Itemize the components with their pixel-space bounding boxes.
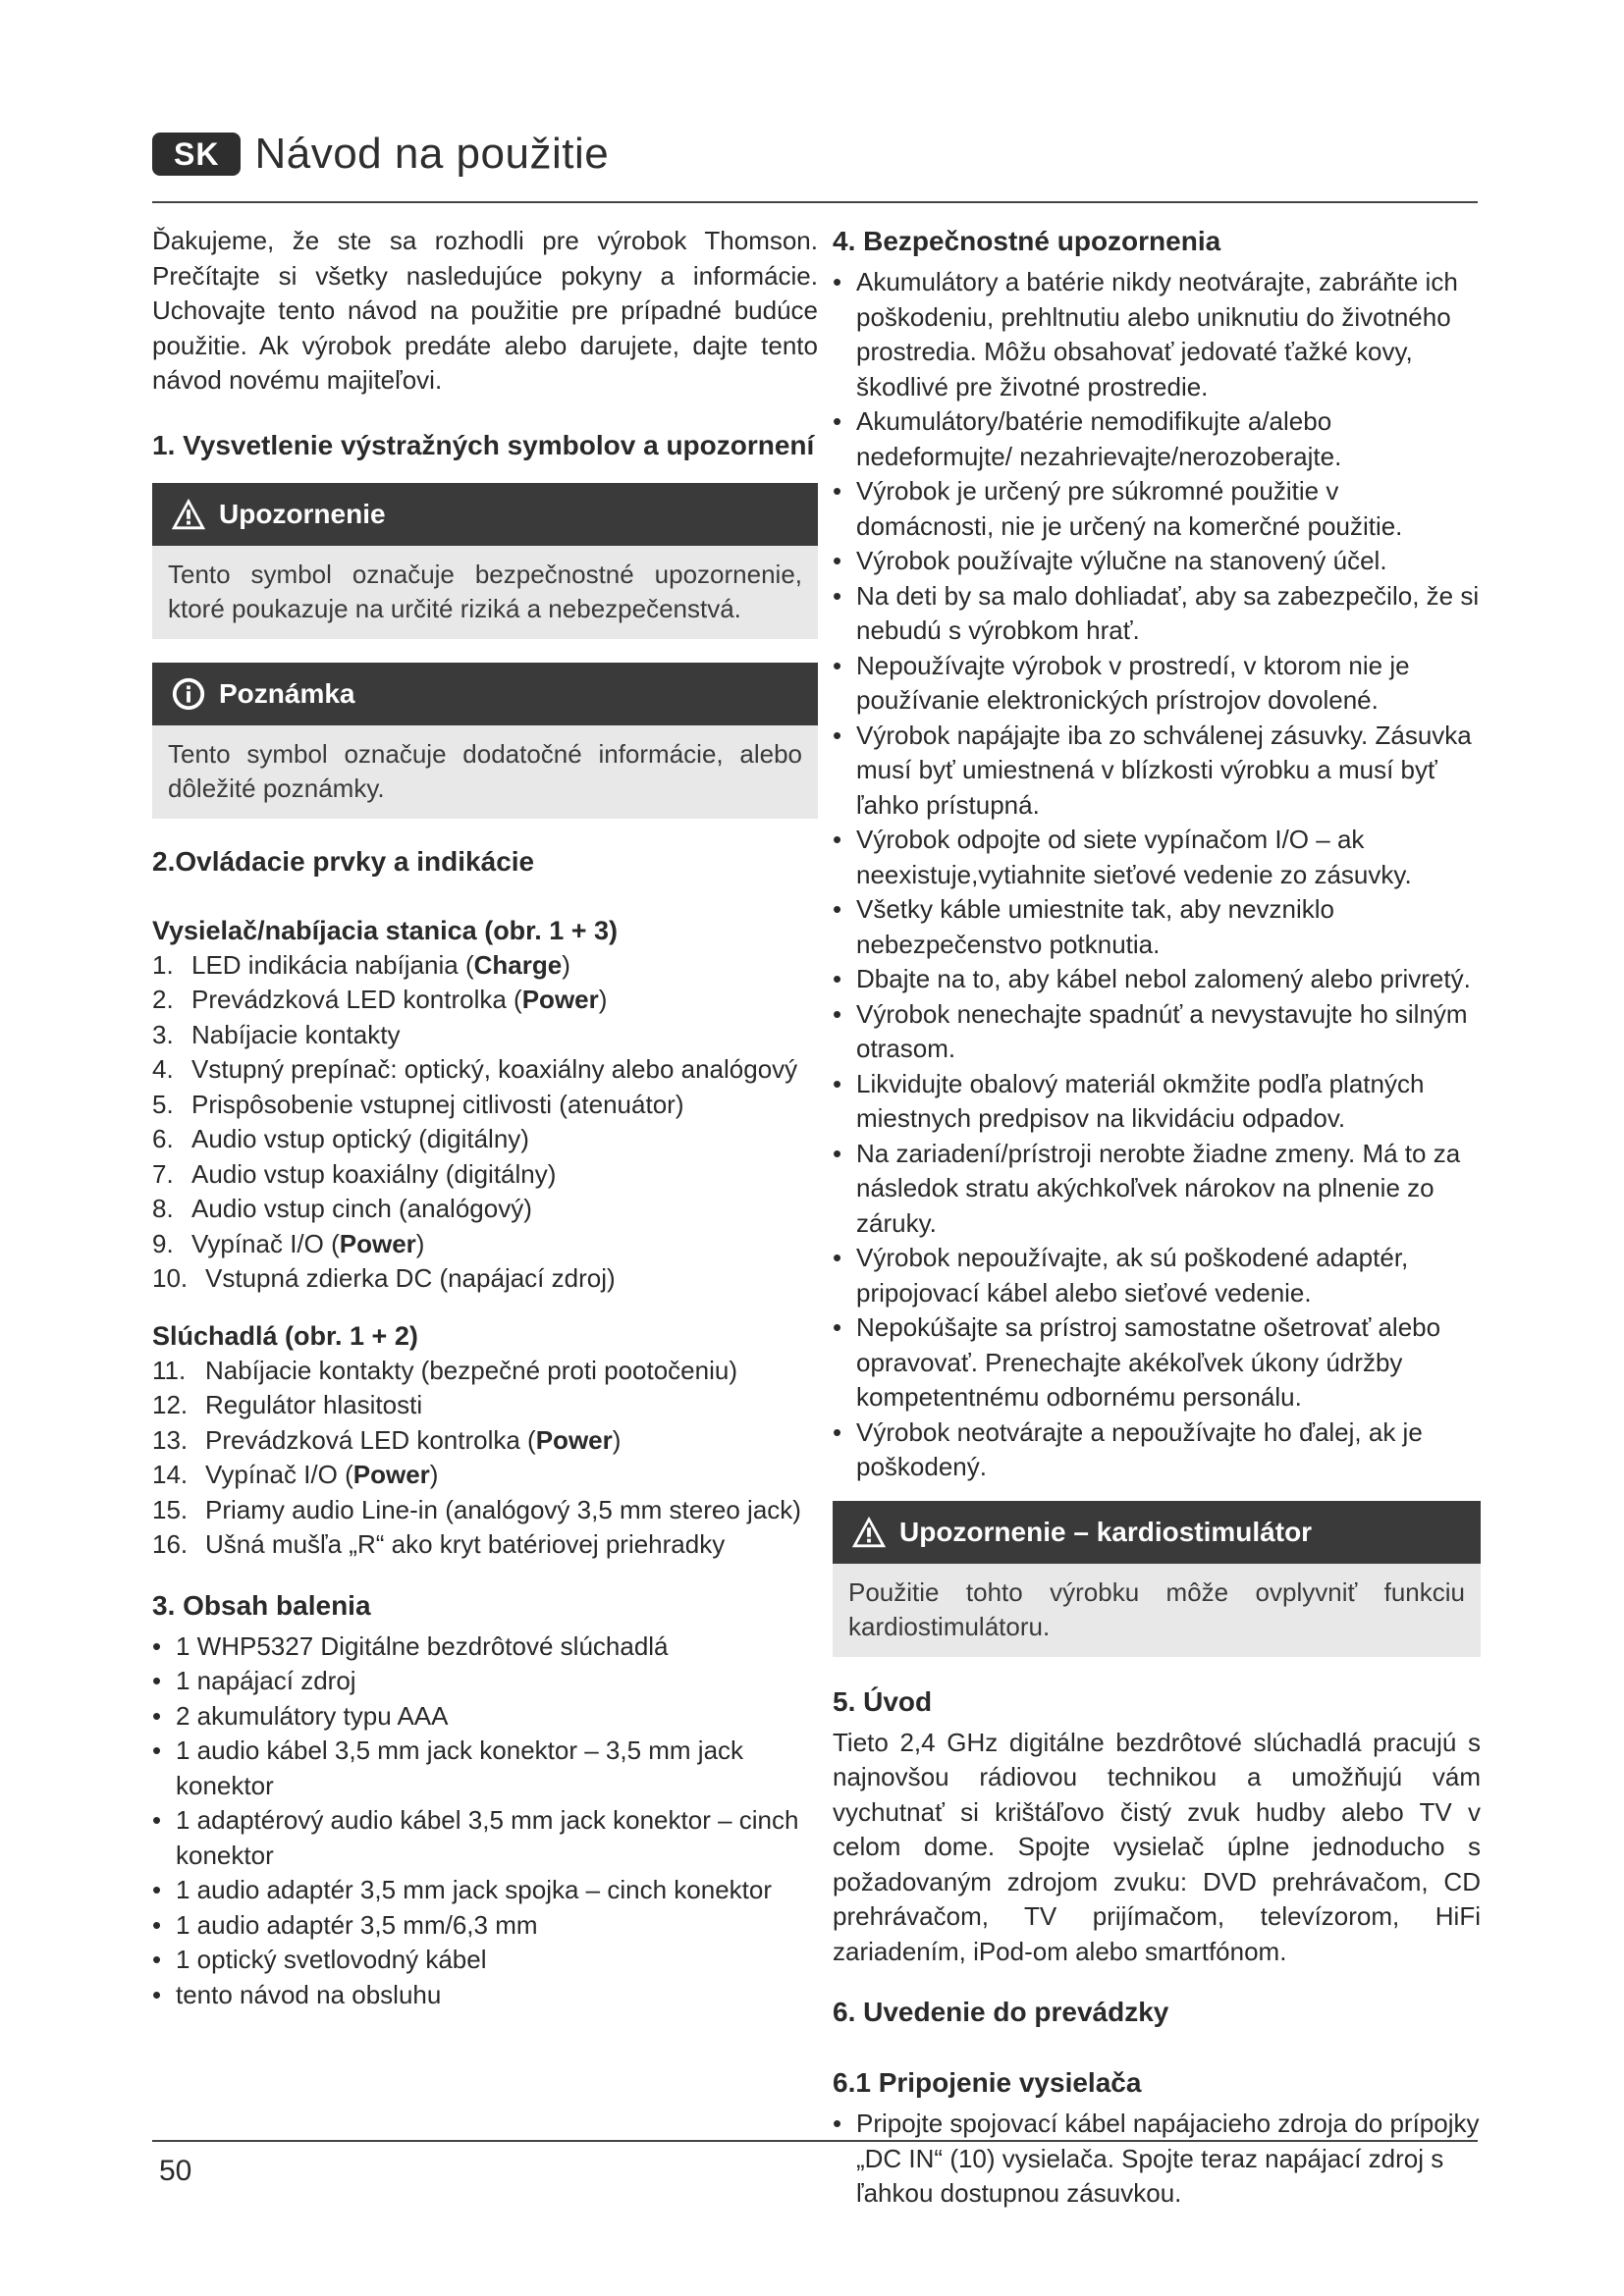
connection-steps-list <box>833 2107 1481 2212</box>
page-header <box>152 130 609 179</box>
list-item: • tento návod na obsluhu <box>152 1979 442 2009</box>
list-item: 16. Ušná mušľa „R“ ako kryt batériovej priehradky <box>152 1529 726 1559</box>
note-callout <box>152 663 818 819</box>
section-2-title: 2.Ovládacie prvky a indikácie <box>152 845 535 877</box>
list-item: 1. LED indikácia nabíjania (Charge) <box>152 949 570 980</box>
list-item: • Likvidujte obalový materiál okmžite podľa platných miestnych predpisov na likvidáciu odpadov. <box>833 1068 1425 1133</box>
list-item: • Výrobok napájajte iba zo schválenej zásuvky. Zásuvka musí byť umiestnená v blízkosti výrobku a musí byť ľahko prístupná. <box>833 720 1472 820</box>
warning-callout-header <box>152 483 818 546</box>
list-item: 2. Prevádzková LED kontrolka (Power) <box>152 985 608 1014</box>
pacemaker-label: Upozornenie – kardiostimulátor <box>899 1516 1313 1547</box>
intro-section-paragraph: Tieto 2,4 GHz digitálne bezdrôtové slúchadlá pracujú s najnovšou rádiovou technikou a umožňujú vám vychutnať si krištáľovo čistý zvuk hudby alebo TV v celom dome. Spojte vysielač úplne jednoducho s požadovaným zdrojom zvuku: DVD prehrávačom, CD prehrávačom, TV prijímačom, televízorom, HiFi zariadením, iPod-om alebo smartfónom. <box>833 1727 1481 1966</box>
section-5-title: 5. Úvod <box>833 1685 933 1717</box>
list-item: • 1 audio adaptér 3,5 mm jack spojka – cinch konektor <box>152 1875 773 1904</box>
list-item: 15. Priamy audio Line-in (analógový 3,5 mm stereo jack) <box>152 1494 801 1524</box>
station-parts-list <box>152 948 818 1297</box>
list-item: • Výrobok nenechajte spadnúť a nevystavujte ho silným otrasom. <box>833 998 1468 1063</box>
list-item: • 1 napájací zdroj <box>152 1666 356 1695</box>
list-item: • 1 optický svetlovodný kábel <box>152 1945 487 1974</box>
right-column <box>833 224 1481 2212</box>
list-item: • 1 adaptérový audio kábel 3,5 mm jack konektor – cinch konektor <box>152 1805 799 1870</box>
list-item: • Dbajte na to, aby kábel nebol zalomený alebo privretý. <box>833 964 1471 993</box>
list-item: 9. Vypínač I/O (Power) <box>152 1228 425 1258</box>
section-6-title: 6. Uvedenie do prevádzky <box>833 1997 1169 2027</box>
headphone-parts-list <box>152 1354 818 1563</box>
language-badge: SK <box>152 133 241 176</box>
list-item: • 1 WHP5327 Digitálne bezdrôtové slúchadlá <box>152 1630 669 1661</box>
list-item: • Výrobok je určený pre súkromné použitie v domácnosti, nie je určený na komerčné použitie. <box>833 476 1403 541</box>
list-item: 5. Prispôsobenie vstupnej citlivosti (atenuátor) <box>152 1089 684 1119</box>
list-item: 10. Vstupná zdierka DC (napájací zdroj) <box>152 1263 616 1293</box>
headphones-subtitle: Slúchadlá (obr. 1 + 2) <box>152 1320 418 1351</box>
list-item: 12. Regulátor hlasitosti <box>152 1390 423 1419</box>
list-item: • Výrobok odpojte od siete vypínačom I/O – ak neexistuje,vytiahnite sieťové vedenie zo zásuvky. <box>833 825 1412 889</box>
list-item: 6. Audio vstup optický (digitálny) <box>152 1124 529 1153</box>
section-4-title: 4. Bezpečnostné upozornenia <box>833 226 1221 256</box>
warning-text: Tento symbol označuje bezpečnostné upozornenie, ktoré poukazuje na určité riziká a nebezpečenstvá. <box>152 546 818 639</box>
warning-label: Upozornenie <box>219 498 386 529</box>
list-item: • Výrobok nepoužívajte, ak sú poškodené adaptér, pripojovací kábel alebo sieťové vedenie. <box>833 1243 1409 1308</box>
list-item: • Nepoužívajte výrobok v prostredí, v ktorom nie je používanie elektronických prístrojov dovolené. <box>833 650 1410 715</box>
list-item: • Výrobok neotvárajte a nepoužívajte ho ďalej, ak je poškodený. <box>833 1416 1423 1481</box>
list-item: • Akumulátory/batérie nemodifikujte a/alebo nedeformujte/ nezahrievajte/nerozoberajte. <box>833 406 1342 471</box>
page-number: 50 <box>159 2155 192 2187</box>
list-item: • Na zariadení/prístroji nerobte žiadne zmeny. Má to za následok stratu akýchkoľvek nárokov na plnenie zo záruky. <box>833 1138 1461 1238</box>
list-item: • 1 audio adaptér 3,5 mm/6,3 mm <box>152 1909 538 1940</box>
pacemaker-text: Použitie tohto výrobku môže ovplyvniť funkciu kardiostimulátoru. <box>833 1564 1481 1657</box>
section-3-title: 3. Obsah balenia <box>152 1589 371 1621</box>
header-divider <box>152 201 1478 203</box>
left-column <box>152 224 818 2012</box>
info-icon <box>170 675 207 713</box>
list-item: • 2 akumulátory typu AAA <box>152 1700 449 1731</box>
warning-triangle-icon <box>850 1514 888 1551</box>
section-1-title: 1. Vysvetlenie výstražných symbolov a upozornení <box>152 429 815 460</box>
list-item: 8. Audio vstup cinch (analógový) <box>152 1194 532 1223</box>
list-item: 4. Vstupný prepínač: optický, koaxiálny alebo analógový <box>152 1054 798 1084</box>
note-callout-header <box>152 663 818 725</box>
list-item: 7. Audio vstup koaxiálny (digitálny) <box>152 1158 557 1189</box>
package-contents-list <box>152 1629 818 2013</box>
pacemaker-callout <box>833 1501 1481 1657</box>
note-text: Tento symbol označuje dodatočné informácie, alebo dôležité poznámky. <box>152 725 818 819</box>
warning-callout <box>152 483 818 639</box>
list-item: 14. Vypínač I/O (Power) <box>152 1460 439 1489</box>
list-item: 11. Nabíjacie kontakty (bezpečné proti pootočeniu) <box>152 1355 737 1385</box>
section-6-1-title: 6.1 Pripojenie vysielača <box>833 2067 1142 2098</box>
list-item: • 1 audio kábel 3,5 mm jack konektor – 3,5 mm jack konektor <box>152 1735 744 1800</box>
note-label: Poznámka <box>219 677 355 709</box>
list-item: 3. Nabíjacie kontakty <box>152 1019 401 1049</box>
list-item: • Akumulátory a batérie nikdy neotvárajte, zabráňte ich poškodeniu, prehltnutiu alebo uniknutiu do životného prostredia. Môžu obsahovať jedovaté ťažké kovy, škodlivé pre životné prostredie. <box>833 267 1458 401</box>
list-item: • Pripojte spojovací kábel napájacieho zdroja do prípojky „DC IN“ (10) vysielača. Spojte teraz napájací zdroj s ľahkou dostupnou zásuvkou. <box>833 2109 1480 2208</box>
list-item: • Na deti by sa malo dohliadať, aby sa zabezpečilo, že si nebudú s výrobkom hrať. <box>833 580 1480 645</box>
pacemaker-callout-header <box>833 1501 1481 1564</box>
list-item: • Výrobok používajte výlučne na stanovený účel. <box>833 546 1387 575</box>
list-item: • Nepokúšajte sa prístroj samostatne ošetrovať alebo opravovať. Prenechajte akékoľvek úkony údržby kompetentnému odbornému personálu. <box>833 1312 1441 1412</box>
list-item: 13. Prevádzková LED kontrolka (Power) <box>152 1424 622 1455</box>
safety-notes-list <box>833 265 1481 1485</box>
station-subtitle: Vysielač/nabíjacia stanica (obr. 1 + 3) <box>152 915 618 945</box>
list-item: • Všetky káble umiestnite tak, aby nevzniklo nebezpečenstvo potknutia. <box>833 894 1335 959</box>
page-title: Návod na použitie <box>254 130 610 178</box>
footer-divider <box>152 2140 1478 2142</box>
warning-triangle-icon <box>170 496 207 533</box>
intro-paragraph: Ďakujeme, že ste sa rozhodli pre výrobok Thomson. Prečítajte si všetky nasledujúce pokyny a informácie. Uchovajte tento návod na použitie pre prípadné budúce použitie. Ak výrobok predáte alebo darujete, dajte tento návod novému majiteľovi. <box>152 226 818 395</box>
